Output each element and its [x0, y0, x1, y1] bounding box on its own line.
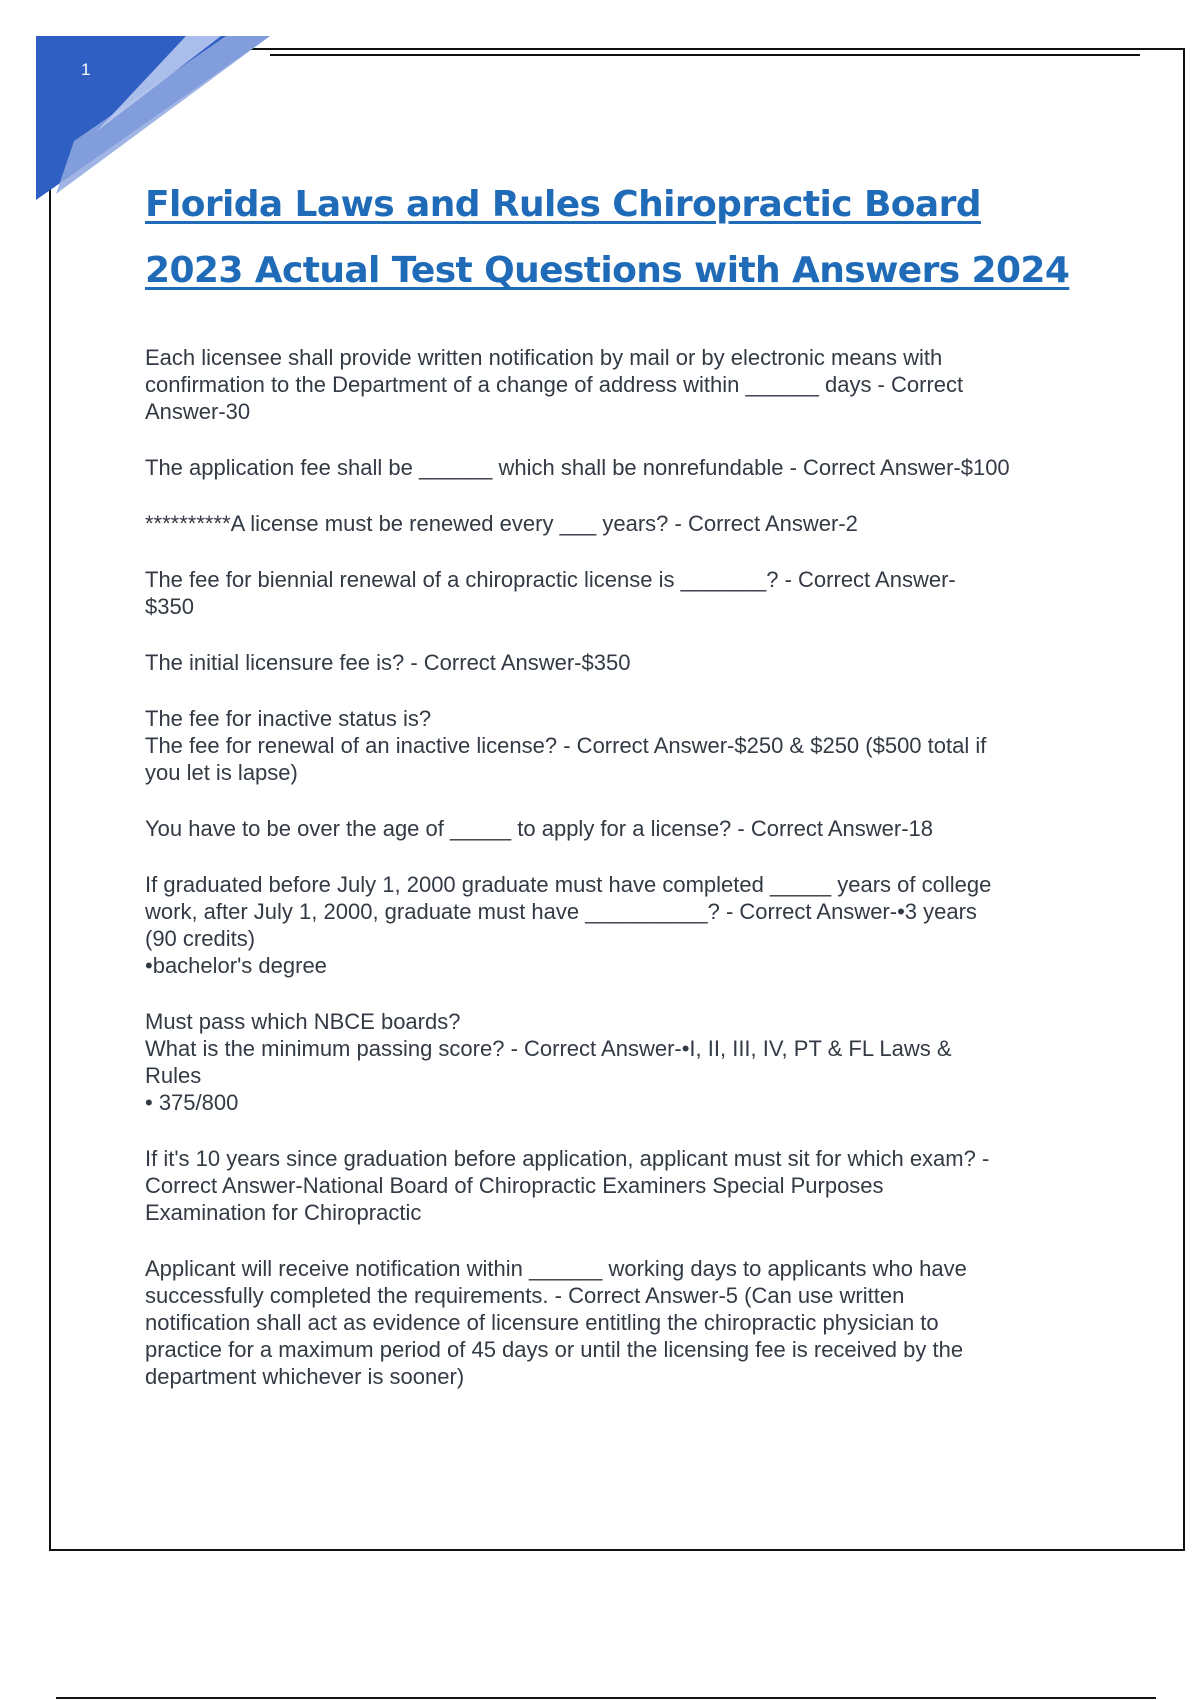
qa-line: Correct Answer-National Board of Chiropractic Examiners Special Purposes [145, 1173, 884, 1198]
qa-line: notification shall act as evidence of licensure entitling the chiropractic physician to [145, 1310, 939, 1335]
qa-line: •bachelor's degree [145, 953, 327, 978]
qa-line: If it's 10 years since graduation before application, applicant must sit for which exam? - [145, 1146, 990, 1171]
qa-line: successfully completed the requirements. - Correct Answer-5 (Can use written [145, 1283, 905, 1308]
qa-line: You have to be over the age of _____ to apply for a license? - Correct Answer-18 [145, 816, 934, 841]
qa-item [145, 649, 1095, 676]
qa-line: The fee for inactive status is? [145, 706, 432, 731]
qa-item [145, 1255, 1095, 1390]
qa-item [145, 815, 1095, 842]
qa-line: (90 credits) [145, 926, 256, 951]
title-line-1: Florida Laws and Rules Chiropractic Board [145, 184, 981, 225]
qa-line: confirmation to the Department of a change of address within ______ days - Correct [145, 372, 964, 397]
qa-item [145, 1145, 1095, 1226]
qa-item [145, 871, 1095, 979]
qa-line: Examination for Chiropractic [145, 1200, 422, 1225]
qa-line: $350 [145, 594, 194, 619]
qa-line: Must pass which NBCE boards? [145, 1009, 461, 1034]
qa-line: **********A license must be renewed every ___ years? - Correct Answer-2 [145, 511, 858, 536]
bottom-rule [56, 1697, 1156, 1699]
page-number: 1 [81, 60, 91, 79]
qa-line: The fee for renewal of an inactive license? - Correct Answer-$250 & $250 ($500 total if [145, 733, 987, 758]
qa-line: department whichever is sooner) [145, 1364, 465, 1389]
qa-line: Applicant will receive notification within ______ working days to applicants who have [145, 1256, 967, 1281]
qa-item [145, 566, 1095, 620]
qa-line: Rules [145, 1063, 202, 1088]
qa-line: The fee for biennial renewal of a chiropractic license is _______? - Correct Answer- [145, 567, 956, 592]
qa-line: work, after July 1, 2000, graduate must have __________? - Correct Answer-•3 years [145, 899, 977, 924]
qa-item [145, 1008, 1095, 1116]
qa-line: What is the minimum passing score? - Correct Answer-•I, II, III, IV, PT & FL Laws & [145, 1036, 952, 1061]
qa-line: The application fee shall be ______ which shall be nonrefundable - Correct Answer-$100 [145, 455, 1010, 480]
qa-line: Each licensee shall provide written notification by mail or by electronic means with [145, 345, 943, 370]
top-rule [270, 54, 1140, 56]
qa-line: If graduated before July 1, 2000 graduate must have completed _____ years of college [145, 872, 992, 897]
qa-line: • 375/800 [145, 1090, 239, 1115]
qa-item [145, 705, 1095, 786]
title-line-2: 2023 Actual Test Questions with Answers 2024 [145, 250, 1070, 291]
qa-line: practice for a maximum period of 45 days or until the licensing fee is received by the [145, 1337, 964, 1362]
qa-item [145, 344, 1095, 425]
qa-item [145, 510, 1095, 537]
qa-line: Answer-30 [145, 399, 251, 424]
qa-line: you let is lapse) [145, 760, 298, 785]
qa-line: The initial licensure fee is? - Correct Answer-$350 [145, 650, 631, 675]
document-title [145, 172, 1145, 304]
qa-list [145, 344, 1095, 1419]
qa-item [145, 454, 1095, 481]
